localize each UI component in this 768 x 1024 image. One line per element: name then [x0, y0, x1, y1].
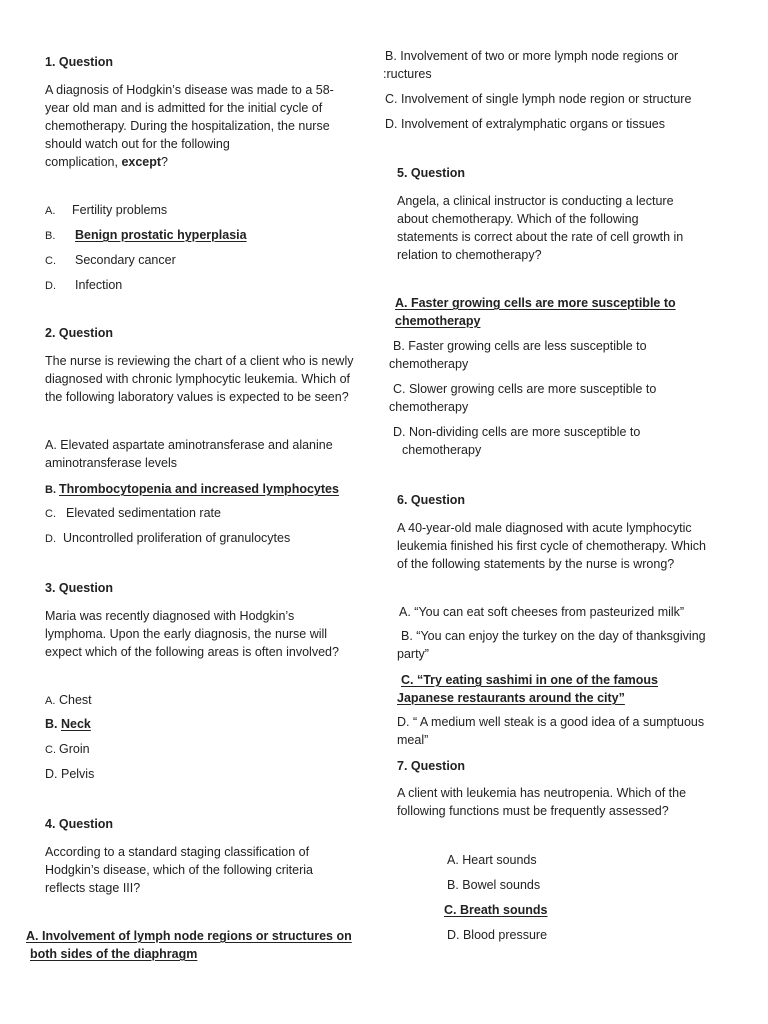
q5-option-d: D. Non-dividing cells are more susceptible to chemotherapy: [393, 425, 641, 457]
body-line: relation to chemotherapy?: [397, 248, 542, 262]
body-line: A diagnosis of Hodgkin’s disease was made to a 58-: [45, 83, 334, 97]
body-line: lymphoma. Upon the early diagnosis, the nurse will: [45, 627, 328, 641]
question-7-title: 7. Question: [397, 759, 466, 773]
q2-option-a: A. Elevated aspartate aminotransferase and alanine aminotransferase levels: [45, 438, 333, 470]
body-line: Maria was recently diagnosed with Hodgkin’s: [45, 609, 295, 623]
body-line: reflects stage III?: [45, 881, 141, 895]
q1-option-b-answer: B. Benign prostatic hyperplasia: [45, 228, 247, 242]
body-line: statements is correct about the rate of cell growth in: [397, 230, 684, 244]
body-line: expect which of the following areas is often involved?: [45, 645, 339, 659]
question-3-title: 3. Question: [45, 581, 114, 595]
body-line: Hodgkin’s disease, which of the following criteria: [45, 863, 313, 877]
emphasis-except: except: [121, 155, 162, 169]
q4-option-b: B. Involvement of two or more lymph node regions or :ructures: [383, 49, 679, 81]
body-line: Angela, a clinical instructor is conducting a lecture: [397, 194, 674, 208]
q5-option-b: B. Faster growing cells are less susceptible to chemotherapy: [389, 339, 647, 371]
body-line: leukemia finished his first cycle of chemotherapy. Which: [397, 539, 706, 553]
question-4-body: [45, 843, 313, 897]
body-line: about chemotherapy. Which of the following: [397, 212, 639, 226]
q3-option-d: D. Pelvis: [45, 767, 95, 781]
body-line: The nurse is reviewing the chart of a client who is newly: [45, 354, 354, 368]
question-6-title: 6. Question: [397, 493, 466, 507]
q2-option-b-answer: B. Thrombocytopenia and increased lymphocytes: [45, 482, 339, 496]
q7-option-c-answer: C. Breath sounds: [444, 903, 548, 917]
q2-option-c: C. Elevated sedimentation rate: [45, 506, 221, 520]
q4-option-d: D. Involvement of extralymphatic organs or tissues: [385, 117, 665, 131]
q6-option-a: A. “You can eat soft cheeses from pasteurized milk”: [399, 605, 685, 619]
q7-option-a: A. Heart sounds: [447, 853, 537, 867]
body-line: According to a standard staging classification of: [45, 845, 310, 859]
q1-option-a: A. Fertility problems: [45, 203, 168, 217]
question-6-body: [397, 519, 706, 573]
q1-option-c: C. Secondary cancer: [45, 253, 176, 267]
q6-option-d: D. “ A medium well steak is a good idea of a sumptuous meal”: [397, 715, 705, 747]
q6-option-c-answer: C. “Try eating sashimi in one of the famous Japanese restaurants around the city”: [397, 673, 658, 705]
body-line: of the following statements by the nurse is wrong?: [397, 557, 675, 571]
q3-option-c: C. Groin: [45, 742, 90, 756]
q2-option-d: D. Uncontrolled proliferation of granulocytes: [45, 531, 291, 545]
question-4-title: 4. Question: [45, 817, 114, 831]
q4-option-a-answer: A. Involvement of lymph node regions or structures on both sides of the diaphragm: [26, 929, 352, 961]
q1-option-d: D. Infection: [45, 278, 123, 292]
body-line: A 40-year-old male diagnosed with acute lymphocytic: [397, 521, 692, 535]
body-line: chemotherapy. During the hospitalization, the nurse: [45, 119, 330, 133]
body-line: should watch out for the following: [45, 137, 230, 151]
q3-option-b-answer: B. Neck: [45, 717, 91, 731]
body-line: the following laboratory values is expected to be seen?: [45, 390, 349, 404]
question-3-body: [45, 607, 339, 661]
q3-option-a: A. Chest: [45, 693, 92, 707]
question-1-title: 1. Question: [45, 55, 114, 69]
question-7-body: [397, 784, 686, 820]
question-2-title: 2. Question: [45, 326, 114, 340]
body-line: year old man and is admitted for the initial cycle of: [45, 101, 323, 115]
body-line: complication, except?: [45, 155, 168, 169]
q7-option-b: B. Bowel sounds: [447, 878, 541, 892]
question-2-body: [45, 352, 353, 406]
q7-option-d: D. Blood pressure: [447, 928, 548, 942]
body-line: diagnosed with chronic lymphocytic leukemia. Which of: [45, 372, 350, 386]
question-5-body: [397, 192, 683, 264]
q4-option-c: C. Involvement of single lymph node region or structure: [385, 92, 692, 106]
body-line: following functions must be frequently assessed?: [397, 804, 669, 818]
question-1-body: [45, 81, 334, 171]
q5-option-c: C. Slower growing cells are more susceptible to chemotherapy: [389, 382, 657, 414]
question-5-title: 5. Question: [397, 166, 466, 180]
q5-option-a-answer: A. Faster growing cells are more susceptible to chemotherapy: [395, 296, 676, 328]
q6-option-b: B. “You can enjoy the turkey on the day of thanksgiving party”: [397, 629, 706, 661]
body-line: A client with leukemia has neutropenia. Which of the: [397, 786, 687, 800]
